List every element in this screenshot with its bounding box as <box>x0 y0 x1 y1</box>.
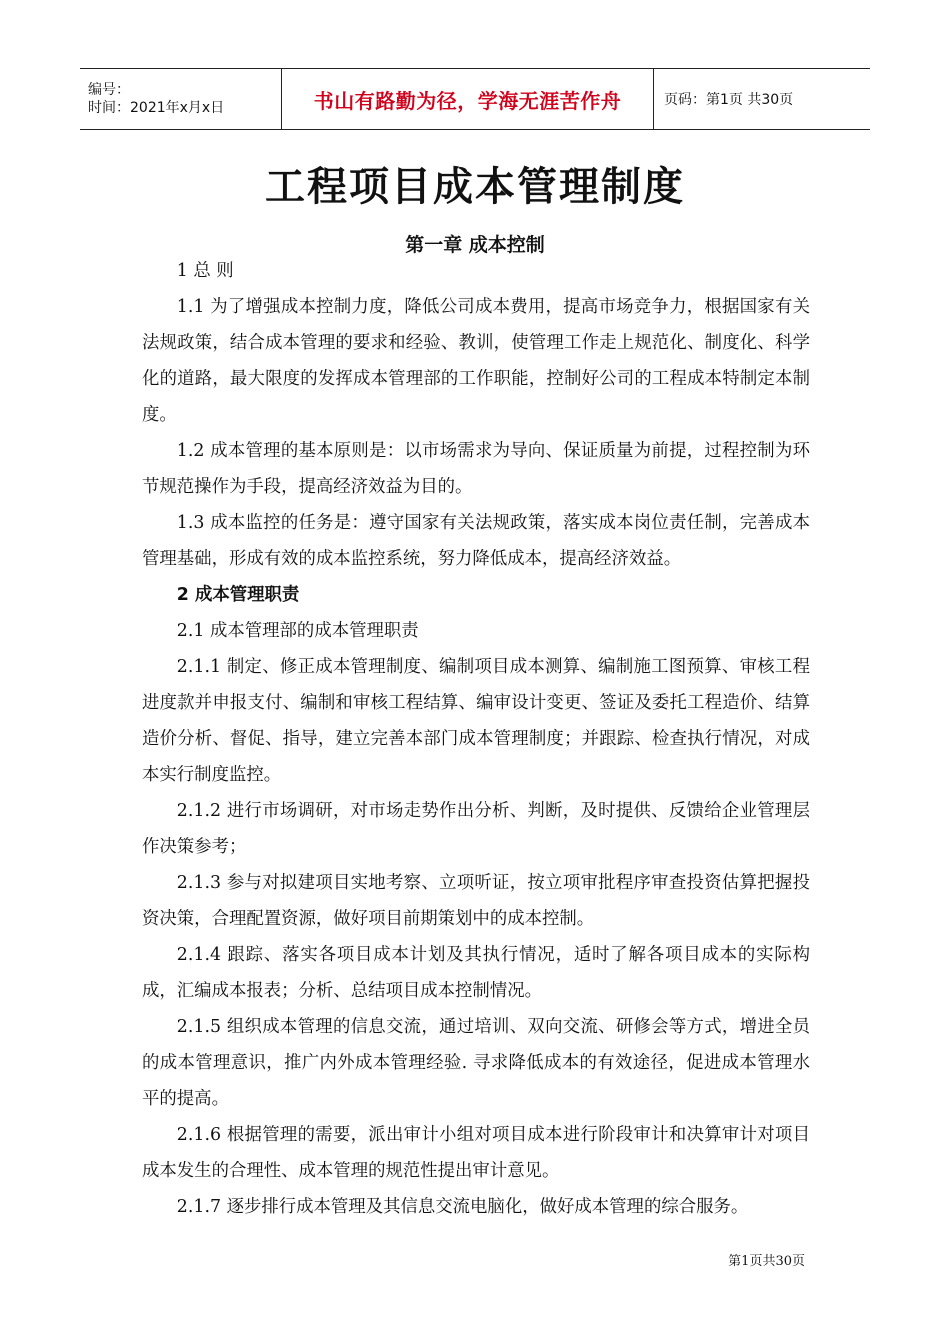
page-footer-number: 第1页共30页 <box>728 1254 805 1269</box>
header-motto: 书山有路勤为径，学海无涯苦作舟 <box>282 69 654 129</box>
header-date-label: 时间：2021年x月x日 <box>88 100 225 116</box>
paragraph: 2.1.7 逐步排行成本管理及其信息交流电脑化，做好成本管理的综合服务。 <box>176 1197 749 1217</box>
header-number-label: 编号： <box>88 82 130 98</box>
paragraph: 2.1.2 进行市场调研，对市场走势作出分析、判断，及时提供、反馈给企业管理层作决策参考； <box>142 801 810 857</box>
subsection-heading: 2.1 成本管理部的成本管理职责 <box>176 621 419 641</box>
paragraph: 1.2 成本管理的基本原则是：以市场需求为导向、保证质量为前提，过程控制为环节规范操作为手段，提高经济效益为目的。 <box>142 441 810 497</box>
paragraph: 1.3 成本监控的任务是：遵守国家有关法规政策，落实成本岗位责任制，完善成本管理基础，形成有效的成本监控系统，努力降低成本，提高经济效益。 <box>142 513 810 569</box>
chapter-heading: 第一章 成本控制 <box>405 234 545 256</box>
paragraph: 2.1.3 参与对拟建项目实地考察、立项听证，按立项审批程序审查投资估算把握投资决策，合理配置资源，做好项目前期策划中的成本控制。 <box>142 873 810 929</box>
paragraph: 2.1.4 跟踪、落实各项目成本计划及其执行情况，适时了解各项目成本的实际构成，汇编成本报表；分析、总结项目成本控制情况。 <box>142 945 810 1001</box>
section-heading: 1 总 则 <box>176 261 234 281</box>
section-heading: 2 成本管理职责 <box>176 585 300 605</box>
paragraph: 2.1.6 根据管理的需要，派出审计小组对项目成本进行阶段审计和决算审计对项目成本发生的合理性、成本管理的规范性提出审计意见。 <box>142 1125 810 1181</box>
paragraph: 1.1 为了增强成本控制力度，降低公司成本费用，提高市场竞争力，根据国家有关法规政策，结合成本管理的要求和经验、教训，使管理工作走上规范化、制度化、科学化的道路，最大限度的发挥成本管理部的工作职能，控制好公司的工程成本特制定本制度。 <box>142 297 810 425</box>
document-body <box>142 253 810 1225</box>
paragraph: 2.1.5 组织成本管理的信息交流，通过培训、双向交流、研修会等方式，增进全员的成本管理意识，推广内外成本管理经验. 寻求降低成本的有效途径，促进成本管理水平的提高。 <box>142 1017 810 1109</box>
header-meta <box>80 69 282 129</box>
document-title: 工程项目成本管理制度 <box>265 164 685 210</box>
paragraph: 2.1.1 制定、修正成本管理制度、编制项目成本测算、编制施工图预算、审核工程进度款并申报支付、编制和审核工程结算、编审设计变更、签证及委托工程造价、结算造价分析、督促、指导，建立完善本部门成本管理制度；并跟踪、检查执行情况，对成本实行制度监控。 <box>142 657 810 785</box>
header-page-info: 页码：第1页 共30页 <box>664 92 794 108</box>
page-header <box>80 68 870 130</box>
